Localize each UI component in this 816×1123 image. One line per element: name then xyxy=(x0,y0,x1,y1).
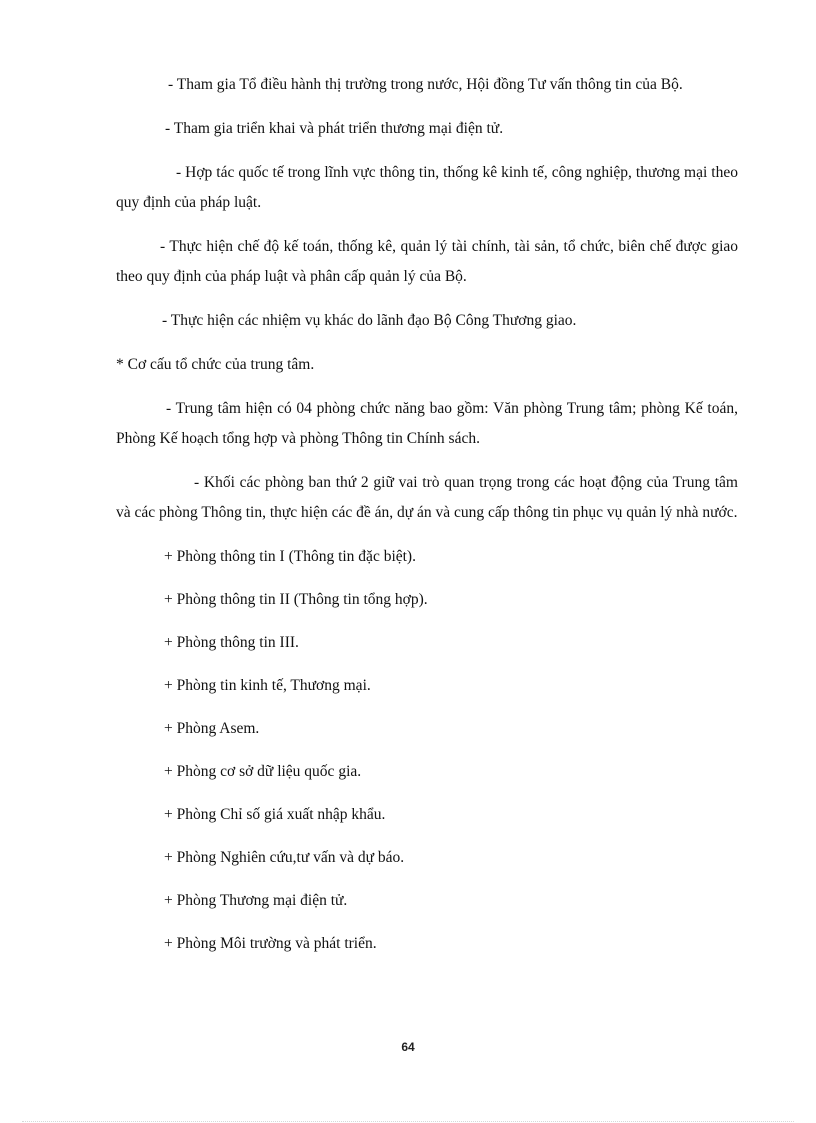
paragraph-accounting-regime: - Thực hiện chế độ kế toán, thống kê, quản lý tài chính, tài sản, tổ chức, biên chế được giao theo quy định của pháp luật và phân cấp quản lý của Bộ. xyxy=(116,238,738,285)
list-item: + Phòng Nghiên cứu,tư vấn và dự báo. xyxy=(164,849,405,866)
list-item: + Phòng Môi trường và phát triển. xyxy=(164,935,377,952)
list-item: + Phòng thông tin I (Thông tin đặc biệt). xyxy=(164,548,416,565)
section-heading-structure: * Cơ cấu tổ chức của trung tâm. xyxy=(116,356,315,373)
paragraph-second-block: - Khối các phòng ban thứ 2 giữ vai trò quan trọng trong các hoạt động của Trung tâm và các phòng Thông tin, thực hiện các đề án, dự án và cung cấp thông tin phục vụ quản lý nhà nước. xyxy=(116,474,738,521)
paragraph-functional-rooms: - Trung tâm hiện có 04 phòng chức năng bao gồm: Văn phòng Trung tâm; phòng Kế toán, Phòng Kế hoạch tổng hợp và phòng Thông tin Chính sách. xyxy=(116,400,738,447)
list-item: + Phòng thông tin II (Thông tin tổng hợp). xyxy=(164,591,428,608)
paragraph-other-tasks: - Thực hiện các nhiệm vụ khác do lãnh đạo Bộ Công Thương giao. xyxy=(162,312,577,329)
paragraph-e-commerce: - Tham gia triển khai và phát triển thương mại điện tử. xyxy=(165,120,504,137)
footer-divider xyxy=(22,1121,794,1122)
paragraph-international-cooperation: - Hợp tác quốc tế trong lĩnh vực thông tin, thống kê kinh tế, công nghiệp, thương mại theo quy định của pháp luật. xyxy=(116,164,738,211)
list-item: + Phòng Chỉ số giá xuất nhập khẩu. xyxy=(164,806,386,823)
page-number: 64 xyxy=(401,1040,415,1054)
paragraph-advisory-council: - Tham gia Tổ điều hành thị trường trong nước, Hội đồng Tư vấn thông tin của Bộ. xyxy=(168,76,683,93)
list-item: + Phòng thông tin III. xyxy=(164,634,299,651)
list-item: + Phòng Asem. xyxy=(164,720,260,737)
list-item: + Phòng cơ sở dữ liệu quốc gia. xyxy=(164,763,362,780)
list-item: + Phòng tin kinh tế, Thương mại. xyxy=(164,677,371,694)
list-item: + Phòng Thương mại điện tử. xyxy=(164,892,348,909)
page-body xyxy=(116,70,738,959)
